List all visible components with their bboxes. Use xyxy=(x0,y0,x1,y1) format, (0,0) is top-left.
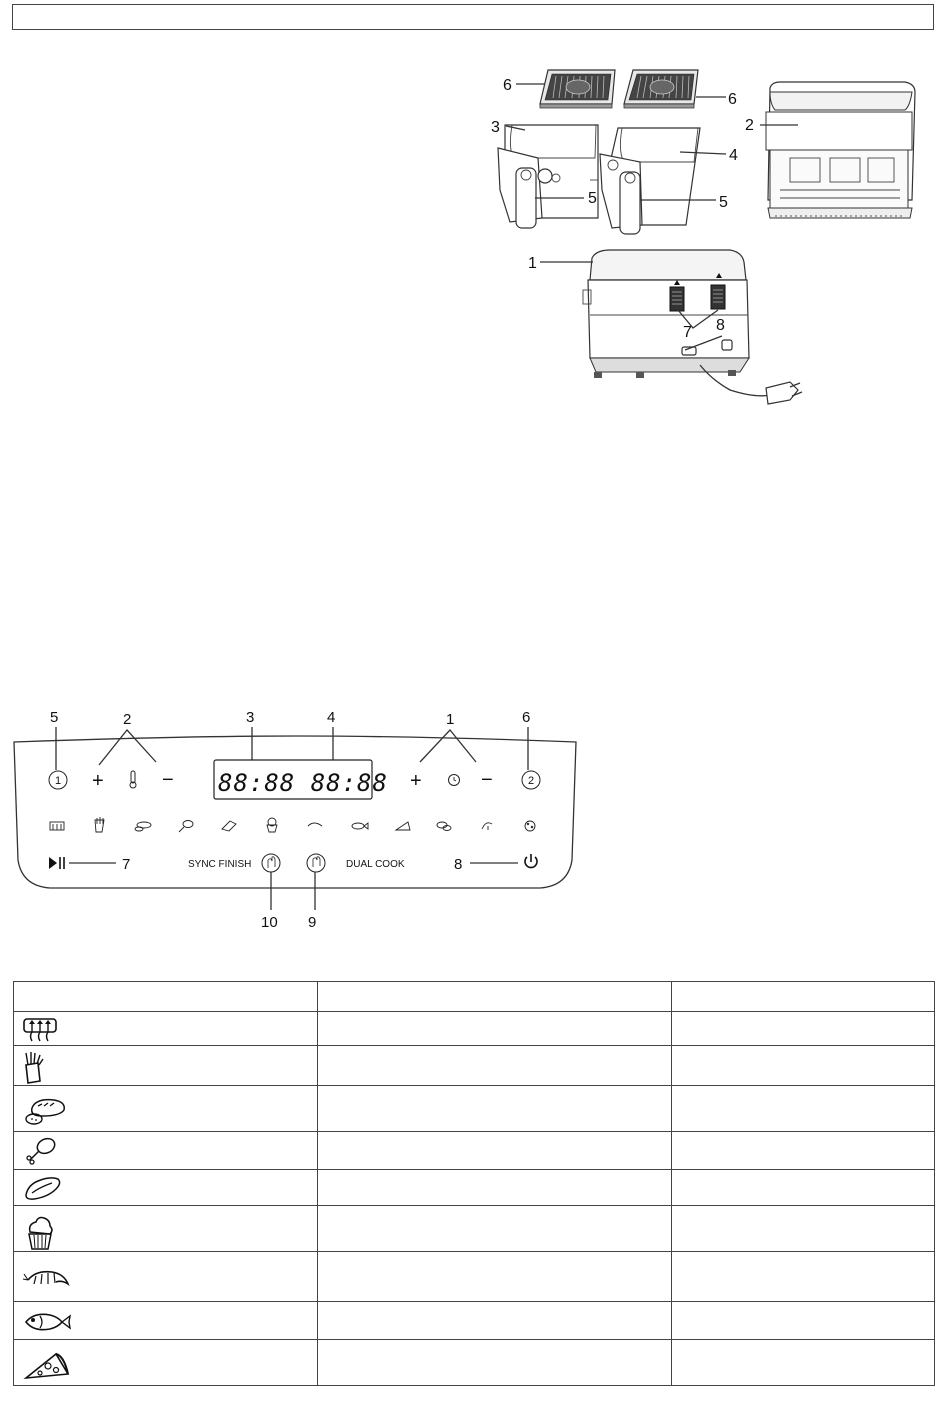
callout-5: 5 xyxy=(50,709,59,726)
zone-1-label: 1 xyxy=(55,775,62,787)
zone-2-button[interactable] xyxy=(522,771,540,789)
table-cell xyxy=(672,1170,935,1206)
table-cell xyxy=(317,1132,672,1170)
table-cell xyxy=(672,1132,935,1170)
basket-right xyxy=(600,128,700,234)
label-6a: 6 xyxy=(503,77,512,94)
table-cell xyxy=(317,1252,672,1302)
callout-8: 8 xyxy=(454,856,463,873)
icon-cell xyxy=(14,1252,318,1302)
label-6b: 6 xyxy=(728,91,737,108)
table-cell xyxy=(672,1252,935,1302)
icon-cell xyxy=(14,1132,318,1170)
table-cell xyxy=(317,1302,672,1340)
table-header-row xyxy=(14,982,935,1012)
sync-finish-button[interactable] xyxy=(262,854,280,872)
dual-cook-button[interactable] xyxy=(307,854,325,872)
label-5b: 5 xyxy=(719,194,728,211)
time-minus-button[interactable]: − xyxy=(481,769,493,791)
label-5a: 5 xyxy=(588,190,597,207)
label-1: 1 xyxy=(528,255,537,272)
table-row xyxy=(14,1086,935,1132)
table-cell xyxy=(317,1046,672,1086)
callout-1: 1 xyxy=(446,711,455,728)
sync-finish-label: SYNC FINISH xyxy=(188,859,252,870)
callout-2: 2 xyxy=(123,711,132,728)
callout-10: 10 xyxy=(261,914,278,931)
zone-2-label: 2 xyxy=(528,775,535,787)
icon-cell xyxy=(14,1046,318,1086)
temp-plus-button[interactable]: + xyxy=(92,770,104,792)
shrimp-icon xyxy=(22,1262,62,1292)
header-cell-3 xyxy=(672,982,935,1012)
grill-plate-right xyxy=(624,70,698,108)
fish-icon xyxy=(22,1306,62,1336)
control-panel-diagram xyxy=(0,700,590,940)
icon-cell xyxy=(14,1206,318,1252)
header-cell-2 xyxy=(317,982,672,1012)
chicken-icon xyxy=(22,1136,62,1166)
temp-minus-button[interactable]: − xyxy=(162,769,174,791)
table-cell xyxy=(672,1302,935,1340)
callout-3: 3 xyxy=(246,709,255,726)
table-cell xyxy=(317,1012,672,1046)
icon-cell xyxy=(14,1302,318,1340)
time-plus-button[interactable]: + xyxy=(410,770,422,792)
label-7: 7 xyxy=(683,324,692,341)
table-cell xyxy=(317,1170,672,1206)
lcd-digits: 88:88 88:88 xyxy=(218,769,388,797)
callout-4: 4 xyxy=(327,709,336,726)
steak-icon xyxy=(22,1173,62,1203)
table-cell xyxy=(317,1340,672,1386)
callout-7: 7 xyxy=(122,856,131,873)
table-cell xyxy=(672,1086,935,1132)
callout-6: 6 xyxy=(522,709,531,726)
table-cell xyxy=(317,1206,672,1252)
table-cell xyxy=(317,1086,672,1132)
table-row xyxy=(14,1046,935,1086)
label-4: 4 xyxy=(729,147,738,164)
pizza-icon xyxy=(22,1348,62,1378)
icon-cell xyxy=(14,1012,318,1046)
label-2: 2 xyxy=(745,117,754,134)
table-cell xyxy=(672,1046,935,1086)
panel-outline xyxy=(14,736,576,888)
zone-1-button[interactable] xyxy=(49,771,67,789)
preheat-icon xyxy=(22,1014,62,1044)
table-cell xyxy=(672,1340,935,1386)
basket-left xyxy=(498,125,598,228)
table-cell xyxy=(672,1206,935,1252)
header-cell-1 xyxy=(14,982,318,1012)
fries-icon xyxy=(22,1051,62,1081)
cupcake-icon xyxy=(22,1214,62,1244)
preset-table xyxy=(13,981,935,1386)
table-row xyxy=(14,1170,935,1206)
label-3: 3 xyxy=(491,119,500,136)
bread-icon xyxy=(22,1094,62,1124)
appliance-front-view xyxy=(766,82,915,218)
callout-9: 9 xyxy=(308,914,317,931)
grill-plate-left xyxy=(540,70,615,108)
table-row xyxy=(14,1340,935,1386)
table-row xyxy=(14,1302,935,1340)
table-row xyxy=(14,1252,935,1302)
dual-cook-label: DUAL COOK xyxy=(346,859,405,870)
table-row xyxy=(14,1012,935,1046)
icon-cell xyxy=(14,1340,318,1386)
label-8: 8 xyxy=(716,317,725,334)
header-box xyxy=(12,4,934,30)
table-cell xyxy=(672,1012,935,1046)
icon-cell xyxy=(14,1086,318,1132)
product-diagram xyxy=(0,40,950,460)
table-row xyxy=(14,1206,935,1252)
table-row xyxy=(14,1132,935,1170)
icon-cell xyxy=(14,1170,318,1206)
